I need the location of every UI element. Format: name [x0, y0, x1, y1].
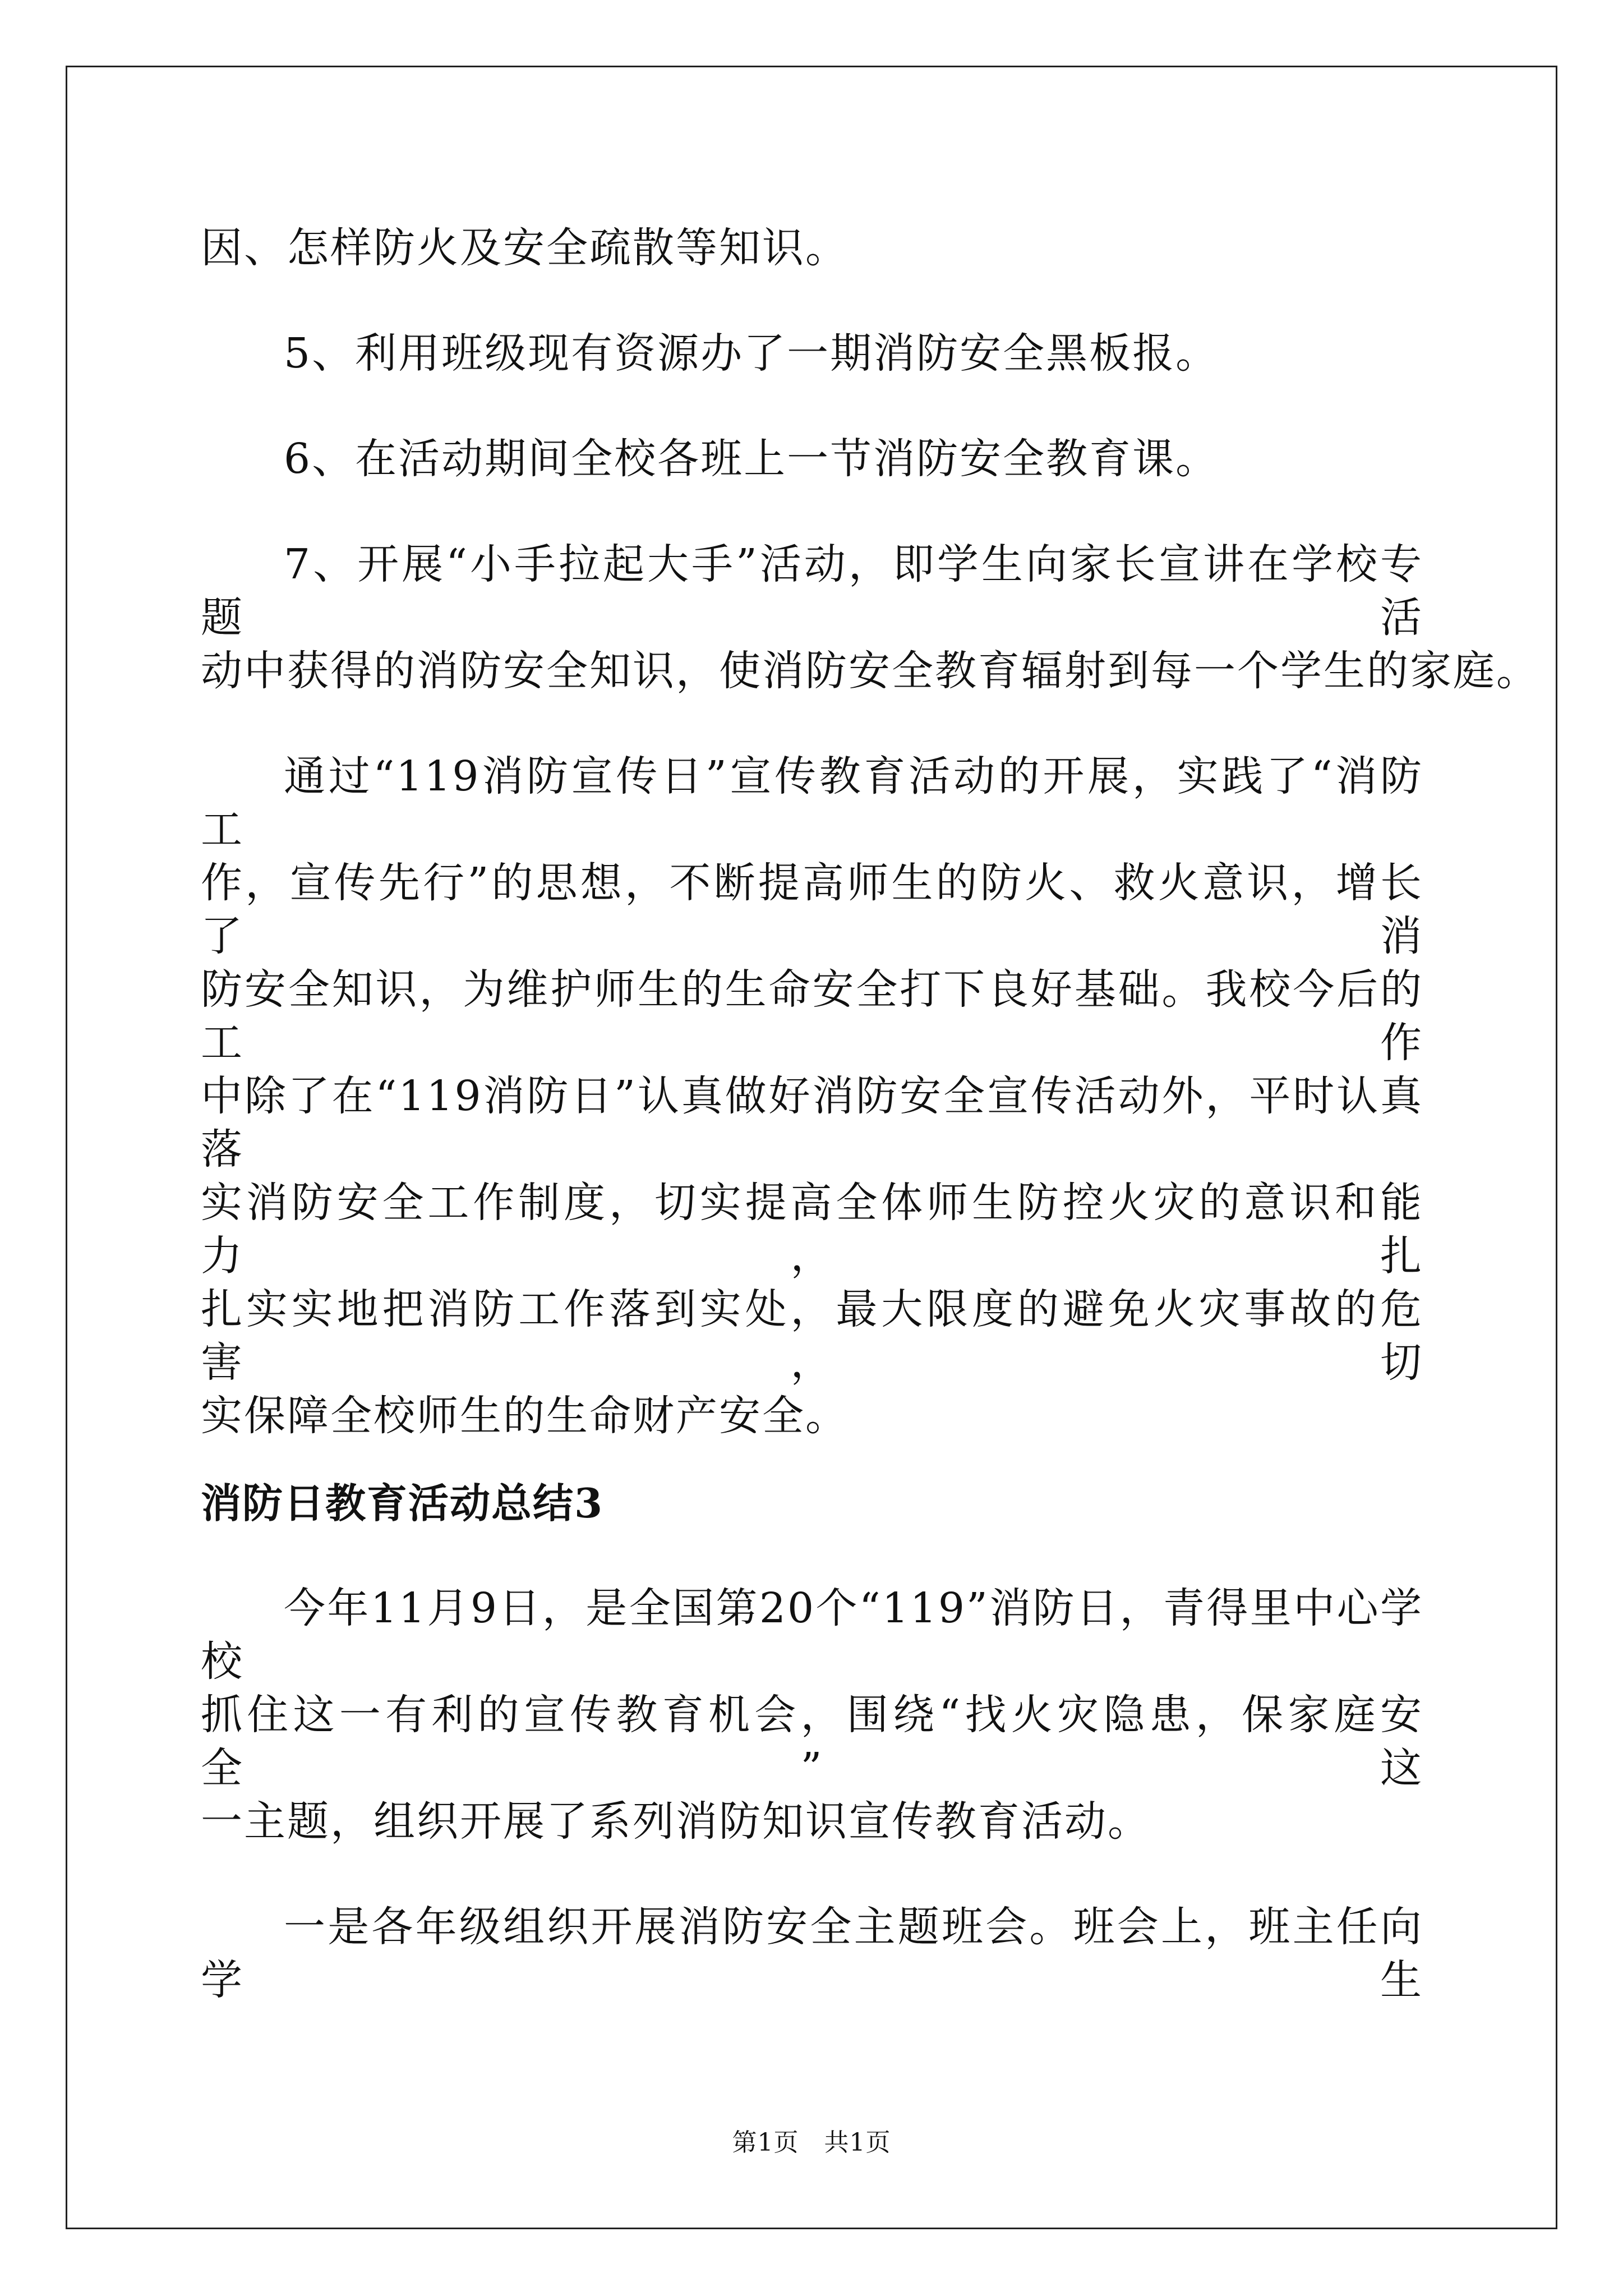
page-footer: 第1页 共1页 — [732, 2128, 891, 2157]
text-line: 今年11月9日，是全国第20个“119”消防日，青得里中心学校 — [201, 1584, 1423, 1686]
text-line: 通过“119消防宣传日”宣传教育活动的开展，实践了“消防工 — [201, 752, 1423, 854]
paragraph-5 — [201, 750, 1423, 1443]
text-line: 动中获得的消防安全知识，使消防安全教育辐射到每一个学生的家庭。 — [201, 647, 1539, 695]
text-line: 因、怎样防火及安全疏散等知识。 — [201, 224, 849, 272]
text-line: 一是各年级组织开展消防安全主题班会。班会上，班主任向学生 — [201, 1903, 1423, 2004]
text-line: 7、开展“小手拉起大手”活动，即学生向家长宣讲在学校专题活 — [201, 540, 1423, 642]
text-line: 扎实实地把消防工作落到实处，最大限度的避免火灾事故的危害，切 — [201, 1285, 1423, 1387]
text-line: 6、在活动期间全校各班上一节消防安全教育课。 — [284, 435, 1219, 483]
paragraph-7 — [201, 1901, 1423, 2007]
paragraph-6 — [201, 1582, 1423, 1848]
paragraph-2 — [201, 327, 1423, 380]
text-line: 一主题，组织开展了系列消防知识宣传教育活动。 — [201, 1797, 1151, 1846]
section-heading: 消防日教育活动总结3 — [201, 1479, 604, 1527]
text-line: 5、利用班级现有资源办了一期消防安全黑板报。 — [284, 329, 1219, 378]
text-line: 中除了在“119消防日”认真做好消防安全宣传活动外，平时认真落 — [201, 1072, 1423, 1174]
text-line: 作，宣传先行”的思想，不断提高师生的防火、救火意识，增长了消 — [201, 859, 1423, 960]
text-line: 实消防安全工作制度，切实提高全体师生防控火灾的意识和能力，扎 — [201, 1179, 1423, 1280]
paragraph-4 — [201, 538, 1539, 698]
text-line: 实保障全校师生的生命财产安全。 — [201, 1392, 849, 1440]
paragraph-3 — [201, 432, 1423, 486]
text-line: 防安全知识，为维护师生的生命安全打下良好基础。我校今后的工作 — [201, 965, 1423, 1067]
text-line: 抓住这一有利的宣传教育机会，围绕“找火灾隐患，保家庭安全”这 — [201, 1691, 1423, 1792]
paragraph-1 — [201, 222, 1423, 275]
document-body — [201, 222, 1539, 2007]
